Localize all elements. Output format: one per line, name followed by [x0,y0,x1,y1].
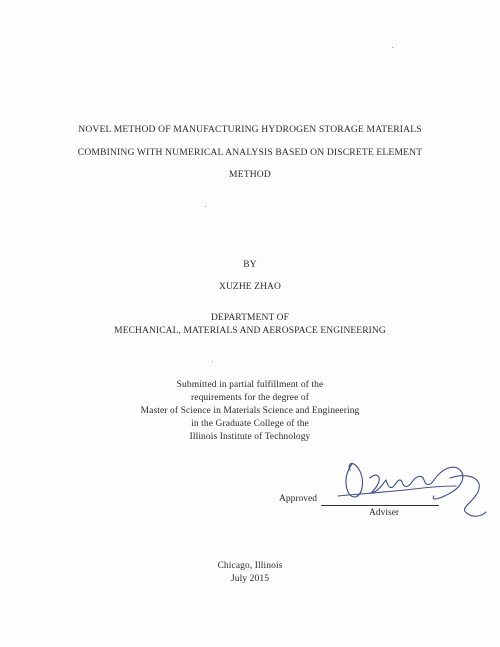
submission-line-2: requirements for the degree of [190,393,309,403]
thesis-title-line-2: COMBINING WITH NUMERICAL ANALYSIS BASED ON DISCRETE ELEMENT [77,147,423,158]
submission-line-1: Submitted in partial fulfillment of the [176,380,324,390]
submission-line-3: Master of Science in Materials Science and Engineering [140,406,360,416]
scan-speck [212,361,213,362]
submission-line-4: in the Graduate College of the [191,419,309,429]
scan-speck [205,206,206,207]
department-line-1: DEPARTMENT OF [210,313,290,323]
scan-speck [392,47,393,48]
submission-line-5: Illinois Institute of Technology [189,432,311,442]
approved-label: Approved [279,494,317,504]
author-name: XUZHE ZHAO [219,282,281,292]
thesis-title-line-1: NOVEL METHOD OF MANUFACTURING HYDROGEN STORAGE MATERIALS [78,124,422,135]
location: Chicago, Illinois [217,561,283,571]
submission-date: July 2015 [230,574,270,584]
adviser-label: Adviser [369,508,400,518]
by-label: BY [243,260,257,270]
thesis-title-line-3: METHOD [229,169,271,180]
department-line-2: MECHANICAL, MATERIALS AND AEROSPACE ENGINEERING [114,326,386,336]
adviser-signature [318,458,490,522]
